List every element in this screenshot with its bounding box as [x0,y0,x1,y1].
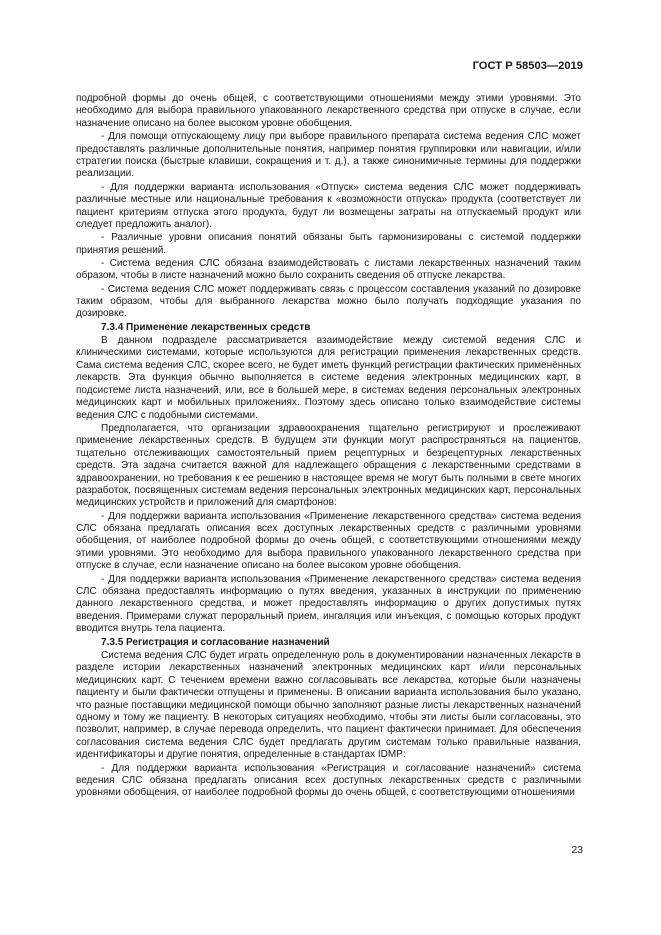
paragraph: подробной формы до очень общей, с соответствующими отношениями между этими уровнями. Это необходимо для выбора правильного упакованного лекарственного средства при отпуске в случае, если назначение описано на более высоком уровне обобщения. [76,93,581,129]
document-number-header: ГОСТ Р 58503—2019 [472,60,583,72]
paragraph: - Система ведения СЛС обязана взаимодействовать с листами лекарственных назначений таким образом, чтобы в листе назначений можно было сохранить сведения об отпуске лекарства. [76,257,581,282]
section-heading: 7.3.5 Регистрация и согласование назначений [101,636,330,648]
paragraph: Предполагается, что организации здравоохранения тщательно регистрируют и прослеживают применение лекарственных средств. В будущем эти функции могут распространяться на пациентов, тщательно отслеживающих самостоятельный прием рецептурных и безрецептурных лекарственных средств. Эта задача считается важной для надлежащего обращения с лекарственными средствами в здравоохранении, но требования к ее решению в настоящее время не могут быть полными в свете многих разработок, посвященных системам ведения персональных электронных медицинских карт, персональных медицинских устройств и приложений для смартфонов: [76,422,581,509]
document-body [76,93,581,801]
paragraph: - Система ведения СЛС может поддерживать связь с процессом составления указаний по дозировке таким образом, чтобы для выбранного лекарства можно было получать подходящие указания по дозировке. [76,283,581,320]
paragraph: - Для поддержки варианта использования «Регистрация и согласование назначений» система ведения СЛС обязана предлагать описания всех доступных лекарственных средств с различными уровнями обобщения, от наиболее подробной формы до очень общей, с соответствующими отношениями [76,762,581,799]
paragraph: - Для помощи отпускающему лицу при выборе правильного препарата система ведения СЛС может предоставлять различные дополнительные понятия, например понятия группировки или навигации, и/или стратегии поиска (быстрые клавиши, сокращения и т. д.), а также синонимичные термины для поддержки реализации. [76,131,581,180]
paragraph: - Для поддержки варианта использования «Отпуск» система ведения СЛС может поддерживать различные местные или национальные требования к «возможности отпуска» продукта (соответствует ли пациент критериям отпуска этого продукта, будут ли возмещены затраты на отпускаемый продукт или следует предложить аналог). [76,181,581,230]
paragraph: - Различные уровни описания понятий обязаны быть гармонизированы с системой поддержки принятия решений. [76,232,581,256]
section-heading: 7.3.4 Применение лекарственных средств [101,321,311,333]
paragraph: Система ведения СЛС будет играть определенную роль в документировании назначенных лекарств в разделе истории лекарственных назначений электронных медицинских карт и/или персональных медицинских карт. С течением времени важно согласовывать все лекарства, которые были назначены пациенту и были фактически отпущены и применены. В описании варианта использования было указано, что разные поставщики медицинской помощи обычно заполняют разные листы лекарственных назначений одному и тому же пациенту. В некоторых ситуациях необходимо, чтобы эти листы были согласованы, это позволит, например, в случае перевода определить, что пациент фактически принимает. Для обеспечения согласования система ведения СЛС будет предлагать другим системам только правильные названия, идентификаторы и другие понятия, определенные в стандартах IDMP: [76,649,581,761]
paragraph: В данном подразделе рассматривается взаимодействие между системой ведения СЛС и клиническими системами, которые используются для регистрации применения лекарственных средств. Сама система ведения СЛС, скорее всего, не будет иметь функций регистрации фактических применённых лекарств. Эта функция обычно выполняется в системе ведения электронных медицинских карт, в подсистеме листа назначений, или, все в большей мере, в системах ведения персональных электронных медицинских карт и мобильных приложениях. Поэтому здесь описано только взаимодействие системы ведения СЛС с подобными системами. [76,334,581,421]
page-number: 23 [571,844,583,856]
paragraph: - Для поддержки варианта использования «Применение лекарственного средства» система ведения СЛС обязана предоставлять информацию о путях введения, указанных в инструкции по применению данного лекарственного средства, и может предоставлять информацию о других допустимых путях введения. Примерами служат пероральный прием, ингаляция или инъекция, с помощью которых продукт вводится внутрь тела пациента. [76,573,581,635]
paragraph: - Для поддержки варианта использования «Применение лекарственного средства» система ведения СЛС обязана предлагать описания всех доступных лекарственных средств с различными уровнями обобщения, от наиболее подробной формы до очень общей, с соответствующими отношениями между этими уровнями. Это необходимо для выбора правильного упакованного лекарственного средства при отпуске в случае, если назначение описано на более высоком уровне обобщения. [76,510,581,572]
